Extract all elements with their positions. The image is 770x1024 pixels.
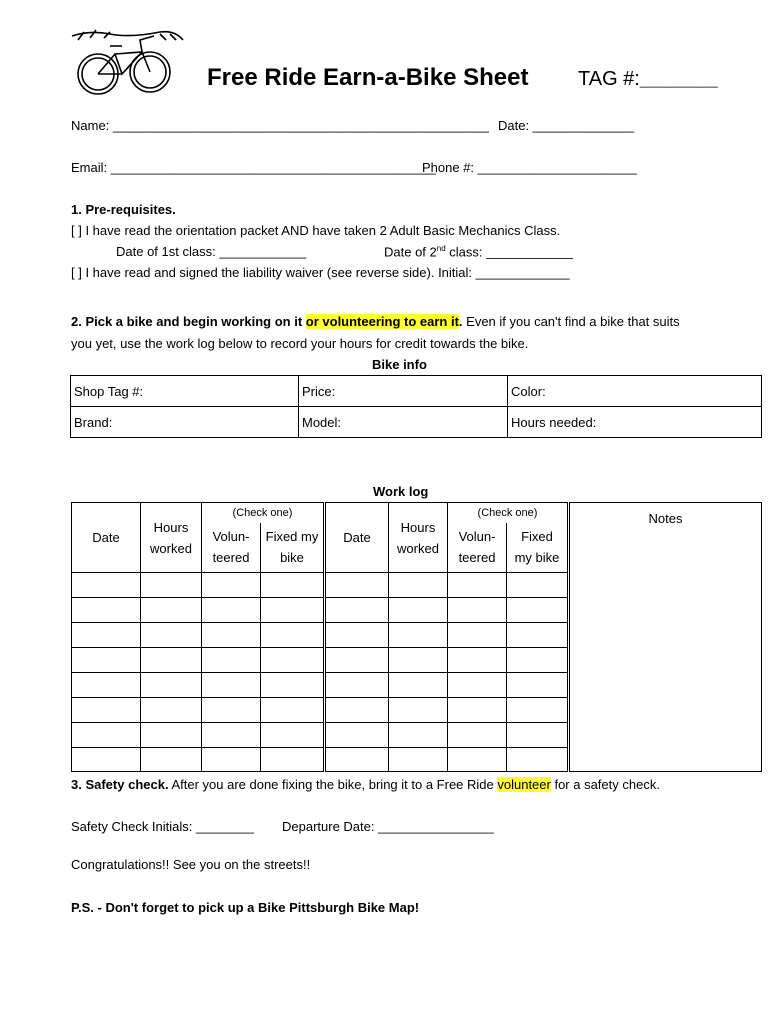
log-cell — [72, 623, 141, 648]
section2-heading-b: . — [458, 314, 463, 329]
section3-body-b: for a safety check. — [550, 777, 660, 792]
log-cell — [202, 723, 261, 748]
section3-heading — [71, 777, 660, 792]
bike-info-title: Bike info — [372, 357, 427, 372]
color-cell: Color: — [508, 376, 762, 407]
log-cell — [72, 598, 141, 623]
log-cell — [202, 698, 261, 723]
congrats-text: Congratulations!! See you on the streets!! — [71, 857, 311, 872]
log-cell — [72, 648, 141, 673]
log-cell — [389, 673, 448, 698]
log-cell — [202, 648, 261, 673]
log-cell — [72, 748, 141, 772]
log-cell — [325, 748, 389, 772]
log-cell — [507, 598, 569, 623]
log-cell — [141, 698, 202, 723]
col-hours-2-line1: Hours — [400, 519, 436, 535]
log-cell — [325, 648, 389, 673]
log-cell — [202, 623, 261, 648]
log-cell — [325, 623, 389, 648]
work-log-title: Work log — [373, 484, 429, 499]
log-cell — [448, 723, 507, 748]
log-cell — [389, 698, 448, 723]
section3-heading-text: 3. Safety check. — [71, 777, 169, 792]
log-cell — [448, 598, 507, 623]
log-cell — [261, 673, 325, 698]
log-cell — [202, 598, 261, 623]
col-fixed-2-line1: Fixed — [521, 529, 553, 545]
tag-label — [578, 68, 718, 91]
col-vol-line1: Volun- — [212, 529, 250, 545]
tag-label-text: TAG #: — [578, 68, 640, 90]
log-cell — [507, 623, 569, 648]
first-class-date: Date of 1st class: ____________ — [116, 244, 307, 259]
phone-field: Phone #: ______________________ — [422, 160, 637, 175]
table-row — [71, 407, 762, 438]
log-cell — [507, 673, 569, 698]
table-row — [71, 376, 762, 407]
brand-cell: Brand: — [71, 407, 299, 438]
date-field: Date: ______________ — [498, 118, 634, 133]
page-title: Free Ride Earn-a-Bike Sheet — [207, 64, 529, 91]
log-cell — [261, 748, 325, 772]
log-cell — [389, 748, 448, 772]
tag-blank: _______ — [639, 68, 718, 90]
section2-heading-a: 2. Pick a bike and begin working on it — [71, 314, 306, 329]
log-cell — [72, 673, 141, 698]
second-class-date-a: Date of 2 — [384, 244, 437, 260]
log-cell — [507, 723, 569, 748]
log-cell — [261, 698, 325, 723]
log-cell — [261, 623, 325, 648]
log-cell — [141, 573, 202, 598]
log-cell — [261, 598, 325, 623]
departure-date: Departure Date: ________________ — [282, 819, 494, 834]
work-log-header-row-1 — [72, 503, 762, 523]
section1-heading: 1. Pre-requisites. — [71, 202, 176, 217]
col-fixed-line1: Fixed my — [265, 529, 319, 545]
col-volunteered-2 — [448, 523, 507, 573]
second-class-date — [384, 244, 573, 259]
log-cell — [507, 748, 569, 772]
log-cell — [261, 723, 325, 748]
check-one-label-2: (Check one) — [448, 503, 569, 523]
log-cell — [448, 623, 507, 648]
bike-info-table — [70, 375, 762, 438]
col-date: Date — [72, 503, 141, 573]
log-cell — [202, 748, 261, 772]
log-cell — [507, 573, 569, 598]
log-cell — [202, 573, 261, 598]
email-field: Email: _____________________________________________ — [71, 160, 437, 175]
log-cell — [325, 698, 389, 723]
log-cell — [389, 623, 448, 648]
log-cell — [507, 698, 569, 723]
notes-column: Notes — [569, 503, 762, 772]
log-cell — [507, 648, 569, 673]
col-fixed-2-line2: my bike — [514, 550, 560, 566]
log-cell — [448, 748, 507, 772]
second-class-date-sup: nd — [436, 244, 446, 253]
log-cell — [141, 623, 202, 648]
col-vol-2-line2: teered — [458, 550, 496, 566]
log-cell — [141, 648, 202, 673]
log-cell — [202, 673, 261, 698]
col-hours-worked-2 — [389, 503, 448, 573]
ps-text: P.S. - Don't forget to pick up a Bike Pittsburgh Bike Map! — [71, 900, 420, 915]
log-cell — [325, 673, 389, 698]
log-cell — [261, 573, 325, 598]
safety-check-initials: Safety Check Initials: ________ — [71, 819, 254, 834]
log-cell — [389, 648, 448, 673]
check-one-label: (Check one) — [202, 503, 325, 523]
col-vol-2-line1: Volun- — [458, 529, 496, 545]
section2-body: you yet, use the work log below to record your hours for credit towards the bike. — [71, 336, 529, 351]
col-hours-line2: worked — [150, 540, 192, 556]
log-cell — [72, 573, 141, 598]
section2-heading-highlight: or volunteering to earn it — [305, 314, 459, 329]
col-hours-line1: Hours — [153, 519, 189, 535]
model-cell: Model: — [299, 407, 508, 438]
section2-body-a: Even if you can't find a bike that suits — [462, 314, 680, 329]
hours-needed-cell: Hours needed: — [508, 407, 762, 438]
section3-body-highlight: volunteer — [497, 777, 551, 792]
log-cell — [72, 723, 141, 748]
log-cell — [141, 723, 202, 748]
log-cell — [325, 573, 389, 598]
col-vol-line2: teered — [212, 550, 250, 566]
log-cell — [448, 673, 507, 698]
log-cell — [448, 648, 507, 673]
price-cell: Price: — [299, 376, 508, 407]
shop-tag-cell: Shop Tag #: — [71, 376, 299, 407]
log-cell — [72, 698, 141, 723]
waiver-checkbox-item: [ ] I have read and signed the liability waiver (see reverse side). Initial: _____________ — [71, 265, 570, 280]
log-cell — [325, 723, 389, 748]
log-cell — [389, 573, 448, 598]
name-field: Name: ____________________________________________________ — [71, 118, 489, 133]
col-fixed-bike-2 — [507, 523, 569, 573]
orientation-checkbox-item: [ ] I have read the orientation packet AND have taken 2 Adult Basic Mechanics Class. — [71, 223, 561, 238]
log-cell — [141, 673, 202, 698]
section3-body-a: After you are done fixing the bike, bring it to a Free Ride — [168, 777, 498, 792]
bicycle-icon — [70, 26, 185, 98]
section2-heading — [71, 314, 680, 329]
col-fixed-line2: bike — [280, 550, 304, 566]
work-log-table — [71, 502, 762, 772]
col-volunteered — [202, 523, 261, 573]
col-fixed-bike — [261, 523, 325, 573]
col-hours-worked — [141, 503, 202, 573]
log-cell — [389, 723, 448, 748]
log-cell — [261, 648, 325, 673]
log-cell — [141, 748, 202, 772]
col-hours-2-line2: worked — [397, 540, 439, 556]
log-cell — [448, 573, 507, 598]
log-cell — [389, 598, 448, 623]
second-class-date-b: class: ____________ — [445, 244, 573, 260]
log-cell — [141, 598, 202, 623]
log-cell — [325, 598, 389, 623]
log-cell — [448, 698, 507, 723]
col-date-2: Date — [325, 503, 389, 573]
